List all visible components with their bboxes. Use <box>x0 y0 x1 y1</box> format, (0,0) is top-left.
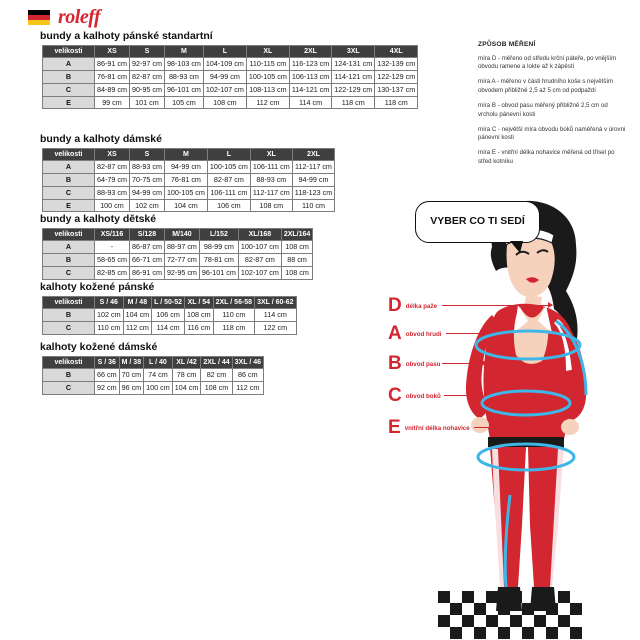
row-header: C <box>43 186 95 199</box>
column-header: velikosti <box>43 149 95 161</box>
table-row <box>43 254 313 267</box>
column-header: M/140 <box>164 229 199 241</box>
column-header: L <box>203 46 246 58</box>
column-header: 3XL <box>332 46 375 58</box>
row-header: C <box>43 322 95 335</box>
table-cell: 88-93 cm <box>250 174 292 187</box>
table-row <box>43 71 418 84</box>
measure-letter-A: A <box>388 323 402 344</box>
table-cell: 118 cm <box>213 322 254 335</box>
arrow-D <box>442 305 552 306</box>
table-cell: 108 cm <box>281 266 312 279</box>
column-header: M <box>164 46 203 58</box>
measure-letter-E: E <box>388 417 401 438</box>
brand-logo: roleff <box>58 6 101 28</box>
table-row <box>43 161 335 174</box>
table-cell: 70 cm <box>119 369 144 382</box>
table-cell: 108 cm <box>250 199 292 212</box>
column-header: velikosti <box>43 357 95 369</box>
column-header: XL <box>250 149 292 161</box>
table-row <box>43 174 335 187</box>
measure-D <box>388 295 437 317</box>
table-cell: 66 cm <box>95 369 120 382</box>
table-cell: 82 cm <box>201 369 232 382</box>
table-cell: 86 cm <box>232 369 263 382</box>
table-cell: 102-107 cm <box>238 266 281 279</box>
table-cell: 78-81 cm <box>199 254 238 267</box>
size-table <box>42 296 297 335</box>
column-header: XS <box>95 46 130 58</box>
size-table <box>42 45 418 109</box>
table-cell: 106 cm <box>207 199 250 212</box>
table-cell: 88-93 cm <box>129 161 164 174</box>
table-cell: 100 cm <box>144 382 173 395</box>
row-header: B <box>43 254 95 267</box>
table-cell: 82-85 cm <box>95 266 130 279</box>
column-header: 3XL / 46 <box>232 357 263 369</box>
table-cell: 98-99 cm <box>199 241 238 254</box>
table-header-row <box>43 46 418 58</box>
column-header: M / 38 <box>119 357 144 369</box>
table-title: bundy a kalhoty dámské <box>40 133 162 145</box>
table-cell: 106-111 cm <box>207 186 250 199</box>
table-cell: 108-113 cm <box>246 83 289 96</box>
column-header: L <box>207 149 250 161</box>
measure-label-C: obvod boků <box>405 392 441 400</box>
table-cell: 114-121 cm <box>289 83 331 96</box>
measure-letter-C: C <box>388 385 402 406</box>
note-item: míra A - měřeno v části hrudního koše s největším obvodem přibližně 2,5 až 5 cm od podpaždí <box>478 78 614 95</box>
table-cell: 104-109 cm <box>203 58 246 71</box>
table-cell: 132-139 cm <box>375 58 418 71</box>
table-cell: 82-87 cm <box>129 71 164 84</box>
size-table <box>42 356 264 395</box>
column-header: L / 40 <box>144 357 173 369</box>
table-header-row <box>43 229 313 241</box>
column-header: 4XL <box>375 46 418 58</box>
measure-E <box>388 417 470 439</box>
column-header: S <box>129 46 164 58</box>
table-title: kalhoty kožené dámské <box>40 341 158 353</box>
row-header: A <box>43 161 95 174</box>
table-cell: 114-121 cm <box>332 71 375 84</box>
table-cell: 100-105 cm <box>164 186 207 199</box>
table-cell: 114 cm <box>289 96 331 109</box>
table-cell: 106-111 cm <box>250 161 292 174</box>
column-header: S / 46 <box>95 297 124 309</box>
table-cell: 106 cm <box>152 309 185 322</box>
table-cell: 64-79 cm <box>95 174 130 187</box>
column-header: velikosti <box>43 46 95 58</box>
measurement-notes <box>478 40 628 173</box>
row-header: B <box>43 174 95 187</box>
table-cell: 94-99 cm <box>203 71 246 84</box>
table-cell: 105 cm <box>164 96 203 109</box>
table-cell: 88 cm <box>281 254 312 267</box>
table-cell: 86-91 cm <box>95 58 130 71</box>
table-cell: 92-95 cm <box>164 266 199 279</box>
table-title: bundy a kalhoty dětské <box>40 213 157 225</box>
notes-title: ZPŮSOB MĚŘENÍ <box>478 41 536 48</box>
note-item: míra B - obvod pasu měřený přibližně 2,5 cm od vrcholu pánevní kosti <box>478 101 608 118</box>
table-cell: 98-103 cm <box>164 58 203 71</box>
table-cell: 100-105 cm <box>246 71 289 84</box>
illustration <box>380 195 640 640</box>
column-header: velikosti <box>43 229 95 241</box>
table-cell: 100 cm <box>95 199 130 212</box>
table-cell: 110 cm <box>292 199 334 212</box>
brand-header <box>28 6 100 29</box>
column-header: M / 48 <box>123 297 152 309</box>
column-header: 3XL / 60-62 <box>255 297 296 309</box>
table-title: bundy a kalhoty pánské standartní <box>40 30 213 42</box>
table-cell: 114 cm <box>255 309 296 322</box>
column-header: 2XL / 44 <box>201 357 232 369</box>
table-cell: 66-71 cm <box>129 254 164 267</box>
measure-B <box>388 353 440 375</box>
table-header-row <box>43 297 297 309</box>
row-header: E <box>43 199 95 212</box>
column-header: XL / 54 <box>185 297 214 309</box>
column-header: XL /42 <box>172 357 201 369</box>
table-cell: 76-81 cm <box>95 71 130 84</box>
table-cell: 110 cm <box>213 309 254 322</box>
arrow-A <box>446 333 484 334</box>
table-cell: 108 cm <box>203 96 246 109</box>
german-flag-icon <box>28 10 50 25</box>
note-item: míra E - vnitřní délka nohavice měřená od třísel po střed kotníku <box>478 149 615 165</box>
table-cell: 112-117 cm <box>292 161 334 174</box>
table-cell: 122-129 cm <box>332 83 375 96</box>
arrow-C <box>444 395 482 396</box>
table-cell: 102 cm <box>129 199 164 212</box>
table-cell: 108 cm <box>185 309 214 322</box>
table-cell: 92-97 cm <box>129 58 164 71</box>
table-cell: 116-123 cm <box>289 58 331 71</box>
table-row <box>43 309 297 322</box>
table-cell: 114 cm <box>152 322 185 335</box>
table-cell: 78 cm <box>172 369 201 382</box>
table-cell: 122 cm <box>255 322 296 335</box>
table-cell: 110-115 cm <box>246 58 289 71</box>
row-header: C <box>43 83 95 96</box>
table-cell: 102-107 cm <box>203 83 246 96</box>
table-cell: 104 cm <box>172 382 201 395</box>
table-row <box>43 382 264 395</box>
row-header: A <box>43 58 95 71</box>
table-row <box>43 83 418 96</box>
arrow-E <box>474 427 496 428</box>
table-cell: 124-131 cm <box>332 58 375 71</box>
table-row <box>43 96 418 109</box>
size-table <box>42 228 313 280</box>
note-item: míra D - měřeno od středu krční páteře, po vnějším obvodu ramene a lokte až k zápěstí <box>478 54 617 71</box>
column-header: S/128 <box>129 229 164 241</box>
column-header: XS <box>95 149 130 161</box>
column-header: M <box>164 149 207 161</box>
table-cell: 118 cm <box>375 96 418 109</box>
size-table <box>42 148 335 212</box>
column-header: XL <box>246 46 289 58</box>
table-cell: 118-123 cm <box>292 186 334 199</box>
table-cell: 94-99 cm <box>164 161 207 174</box>
table-title: kalhoty kožené pánské <box>40 281 155 293</box>
column-header: S <box>129 149 164 161</box>
table-cell: 88-97 cm <box>164 241 199 254</box>
table-row <box>43 186 335 199</box>
table-cell: - <box>95 241 130 254</box>
table-cell: 112-117 cm <box>250 186 292 199</box>
measure-letter-D: D <box>388 295 402 316</box>
table-cell: 88-93 cm <box>95 186 130 199</box>
table-row <box>43 58 418 71</box>
table-cell: 70-75 cm <box>129 174 164 187</box>
measure-label-D: délka paže <box>405 302 438 310</box>
table-cell: 88-93 cm <box>164 71 203 84</box>
table-cell: 118 cm <box>332 96 375 109</box>
table-header-row <box>43 357 264 369</box>
measure-C <box>388 385 441 407</box>
table-cell: 104 cm <box>123 309 152 322</box>
column-header: 2XL <box>289 46 331 58</box>
column-header: 2XL/164 <box>281 229 312 241</box>
table-cell: 108 cm <box>201 382 232 395</box>
column-header: L/152 <box>199 229 238 241</box>
measure-label-B: obvod pasu <box>405 360 441 368</box>
table-row <box>43 199 335 212</box>
table-cell: 96-101 cm <box>164 83 203 96</box>
column-header: XS/116 <box>95 229 130 241</box>
note-item: míra C - největší míra obvodu boků naměřená v úrovni pánevní kosti <box>478 125 626 142</box>
column-header: L / 50-52 <box>152 297 185 309</box>
table-row <box>43 241 313 254</box>
table-cell: 108 cm <box>281 241 312 254</box>
row-header: C <box>43 382 95 395</box>
table-cell: 96 cm <box>119 382 144 395</box>
table-cell: 86-87 cm <box>129 241 164 254</box>
column-header: 2XL <box>292 149 334 161</box>
table-cell: 102 cm <box>95 309 124 322</box>
row-header: E <box>43 96 95 109</box>
row-header: C <box>43 266 95 279</box>
column-header: velikosti <box>43 297 95 309</box>
speech-bubble: VYBER CO TI SEDÍ <box>415 201 540 243</box>
table-cell: 82-87 cm <box>95 161 130 174</box>
table-cell: 92 cm <box>95 382 120 395</box>
table-cell: 101 cm <box>129 96 164 109</box>
column-header: XL/168 <box>238 229 281 241</box>
table-cell: 104 cm <box>164 199 207 212</box>
row-header: B <box>43 71 95 84</box>
table-cell: 96-101 cm <box>199 266 238 279</box>
table-cell: 110 cm <box>95 322 124 335</box>
table-cell: 90-95 cm <box>129 83 164 96</box>
table-cell: 116 cm <box>185 322 214 335</box>
table-row <box>43 322 297 335</box>
measure-label-E: vnitřní délka nohavice <box>404 424 470 432</box>
arrow-B <box>442 363 486 364</box>
row-header: B <box>43 369 95 382</box>
table-cell: 112 cm <box>232 382 263 395</box>
column-header: S / 36 <box>95 357 120 369</box>
table-cell: 86-91 cm <box>129 266 164 279</box>
table-cell: 76-81 cm <box>164 174 207 187</box>
table-cell: 72-77 cm <box>164 254 199 267</box>
measure-letter-B: B <box>388 353 402 374</box>
table-cell: 112 cm <box>123 322 152 335</box>
table-cell: 94-99 cm <box>129 186 164 199</box>
row-header: A <box>43 241 95 254</box>
table-cell: 106-113 cm <box>289 71 331 84</box>
table-header-row <box>43 149 335 161</box>
table-cell: 122-129 cm <box>375 71 418 84</box>
table-cell: 100-105 cm <box>207 161 250 174</box>
column-header: 2XL / 56-58 <box>213 297 254 309</box>
table-cell: 82-87 cm <box>207 174 250 187</box>
table-cell: 84-89 cm <box>95 83 130 96</box>
table-cell: 58-65 cm <box>95 254 130 267</box>
measure-label-A: obvod hrudi <box>405 330 442 338</box>
table-row <box>43 369 264 382</box>
table-cell: 100-107 cm <box>238 241 281 254</box>
table-cell: 112 cm <box>246 96 289 109</box>
table-cell: 94-99 cm <box>292 174 334 187</box>
row-header: B <box>43 309 95 322</box>
table-cell: 82-87 cm <box>238 254 281 267</box>
table-cell: 74 cm <box>144 369 173 382</box>
table-cell: 99 cm <box>95 96 130 109</box>
table-cell: 130-137 cm <box>375 83 418 96</box>
measure-A <box>388 323 441 345</box>
table-row <box>43 266 313 279</box>
